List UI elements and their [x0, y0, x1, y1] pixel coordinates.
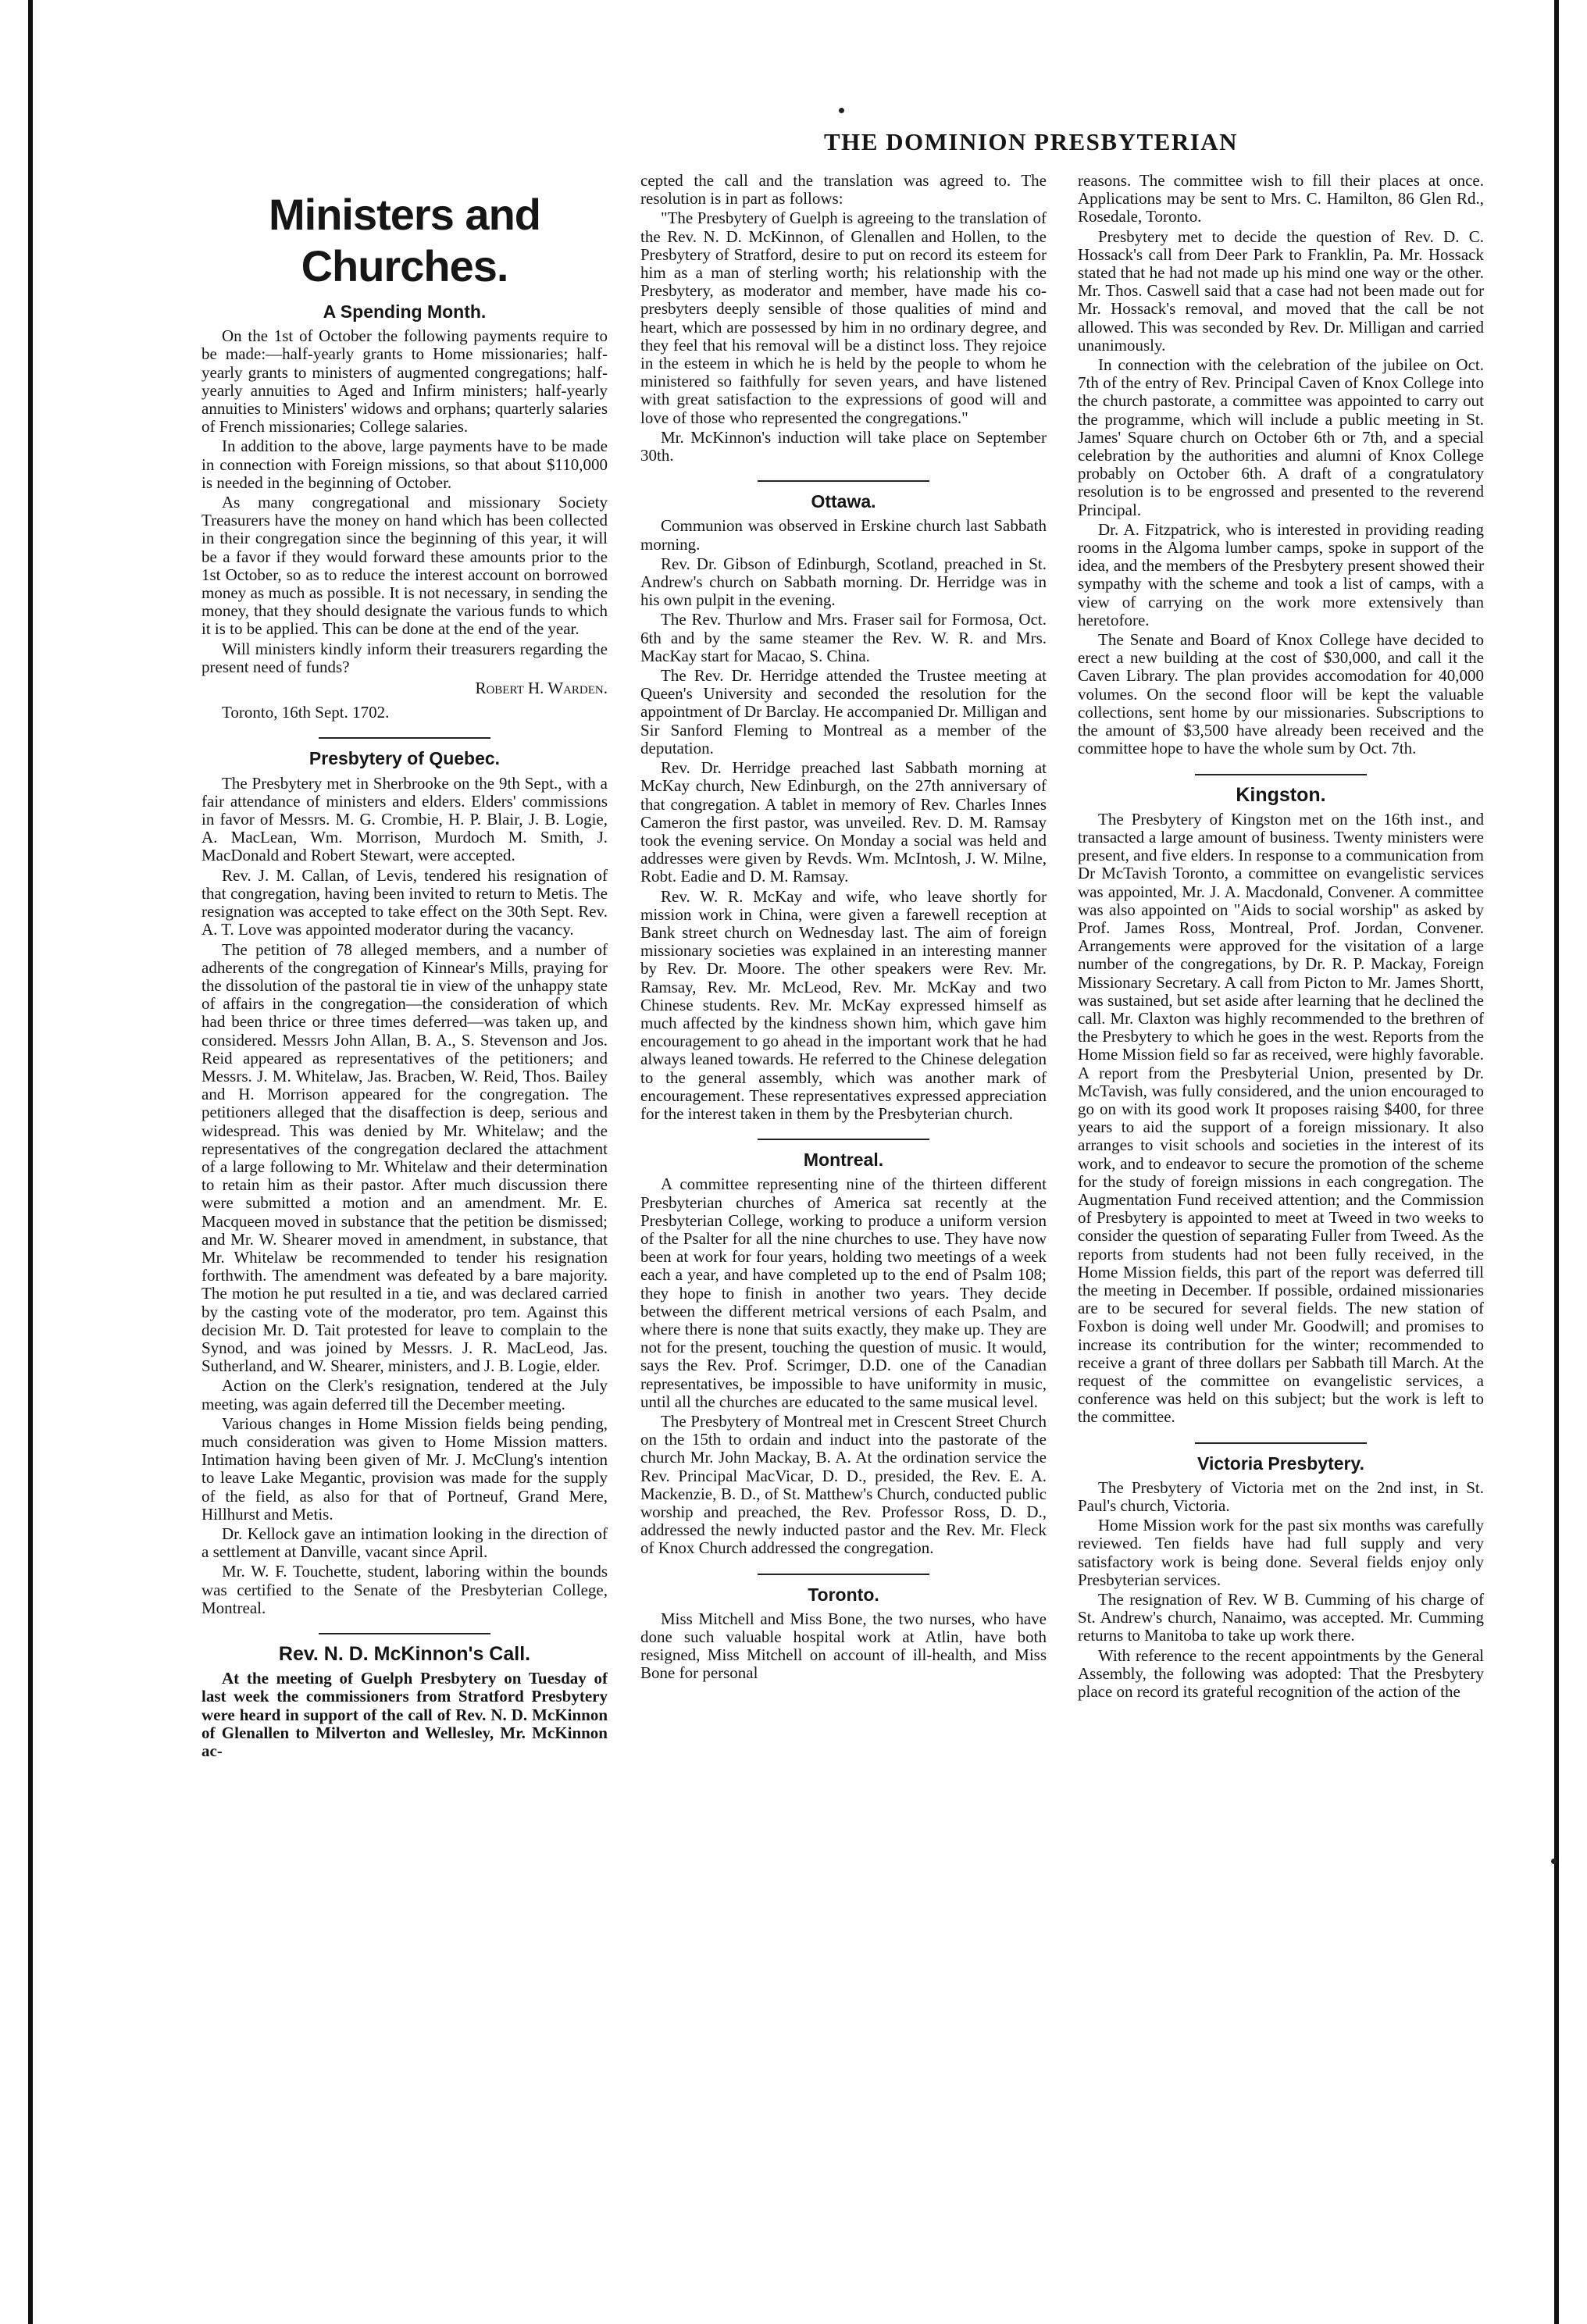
article-heading: Victoria Presbytery. — [1197, 1452, 1364, 1474]
paragraph: "The Presbytery of Guelph is agreeing to the translation of the Rev. N. D. McKinnon, of Glenallen and Hollen, to the Presbytery of Stratford, desire to put on record its esteem for him as a man of sterling worth; his relationship with the Presbytery, as moderator and member, have made his co-presbyters deeply sensible of those qualities of mind and heart, which are possessed by him in no ordinary degree, and they feel that his removal will be a distinct loss. They rejoice in the esteem in which he is held by the people to whom he ministered so faithfully for seven years, and have listened with great satisfaction to the expressions of good will and love of those who represented the congregations." — [640, 209, 1047, 427]
paragraph: Rev. J. M. Callan, of Levis, tendered his resignation of that congregation, having been invited to return to Metis. The resignation was accepted to take effect on the 30th Sept. Rev. A. T. Love was appointed moderator during the vacancy. — [201, 865, 608, 939]
article-heading: A Spending Month. — [323, 301, 487, 322]
paragraph: The Presbytery met in Sherbrooke on the 9th Sept., with a fair attendance of ministers and elders. Elders' commissions in favor of Messrs. M. G. Crombie, H. P. Blair, J. B. Logie, A. MacLean, Wm. Morrison, Murdoch M. Smith, J. MacDonald and Robert Stewart, were accepted. — [201, 773, 608, 865]
paragraph: On the 1st of October the following payments require to be made:—half-yearly grants to Home missionaries; half-yearly grants to ministers of augmented congregations; half-yearly annuities to Aged and Infirm ministers; half-yearly annuities to Ministers' widows and orphans; quarterly salaries of French missionaries; College salaries. — [201, 326, 608, 437]
paragraph: Dr. Kellock gave an intimation looking in the direction of a settlement at Danville, vacant since April. — [201, 1524, 608, 1562]
paragraph: The Rev. Dr. Herridge attended the Trustee meeting at Queen's University and seconded the resolution for the appointment of Dr Barclay. He accompanied Dr. Milligan and Sir Sanford Fleming to Montreal as a member of the deputation. — [640, 666, 1047, 757]
paragraph: Miss Mitchell and Miss Bone, the two nurses, who have done such valuable hospital work at Atlin, have both resigned, Miss Mitchell on account of ill-health, and Miss Bone for personal — [640, 1609, 1047, 1683]
paragraph: In addition to the above, large payments have to be made in connection with Foreign missions, so that about $110,000 is needed in the beginning of October. — [201, 437, 608, 492]
paragraph: Home Mission work for the past six months was carefully reviewed. Ten fields have had full supply and very satisfactory work is being done. Several fields enjoy only Presbyterian services. — [1078, 1516, 1484, 1589]
paragraph: Mr. McKinnon's induction will take place on September 30th. — [640, 427, 1047, 465]
paragraph: Rev. Dr. Gibson of Edinburgh, Scotland, preached in St. Andrew's church on Sabbath morning. Dr. Herridge was in his own pulpit in the evening. — [640, 554, 1047, 610]
column-1 — [201, 172, 608, 2312]
paragraph: Presbytery met to decide the question of Rev. D. C. Hossack's call from Deer Park to Franklin, Pa. Mr. Hossack stated that he had not made up his mind one way or the other. Mr. Thos. Caswell said that a case had not been made out for Mr. Hossack's removal, and moved that the call be not allowed. This was seconded by Rev. Dr. Milligan and carried unanimously. — [1078, 226, 1484, 355]
paragraph: With reference to the recent appointments by the General Assembly, the following was adopted: That the Presbytery place on record its grateful recognition of the action of the — [1078, 1645, 1484, 1702]
paragraph: Will ministers kindly inform their treasurers regarding the present need of funds? — [201, 639, 608, 676]
paragraph: The Rev. Thurlow and Mrs. Fraser sail for Formosa, Oct. 6th and by the same steamer the Rev. W. R. and Mrs. MacKay start for Macao, S. China. — [640, 610, 1047, 665]
paragraph: A committee representing nine of the thirteen different Presbyterian churches of America sat recently at the Presbyterian College, working to produce a uniform version of the Psalter for all the nine churches to use. They have now been at work for four years, holding two meetings of a week each a year, and have completed up to the end of Psalm 108; they hope to finish in another two years. They decide between the different metrical versions of each Psalm, and where there is none that suits exactly, they make up. They are not for the present, touching the question of music. It would, says the Rev. Prof. Scrimger, D.D. one of the Canadian representatives, be impossible to have uniformity in music, until all the churches are educated to the same musical level. — [640, 1174, 1047, 1411]
section-rule — [758, 1139, 929, 1140]
paragraph: Action on the Clerk's resignation, tendered at the July meeting, was again deferred till the December meeting. — [201, 1376, 608, 1413]
paragraph: cepted the call and the translation was agreed to. The resolution is in part as follows: — [640, 172, 1047, 209]
paragraph: Dr. A. Fitzpatrick, who is interested in providing reading rooms in the Algoma lumber camps, spoke in support of the idea, and the members of the Presbytery present showed their sympathy with the scheme and took a list of camps, with a view of carrying on the work more extensively than heretofore. — [1078, 519, 1484, 629]
column-2 — [640, 172, 1047, 2312]
section-rule — [758, 480, 929, 482]
paragraph: The Senate and Board of Knox College have decided to erect a new building at the cost of $30,000, and call it the Caven Library. The plan provides accomodation for 40,000 volumes. On the second floor will be kept the valuable collections, sent home by our missionaries. Subscriptions to the amount of $3,500 have already been received and the committee hope to have the whole sum by Oct. 7th. — [1078, 630, 1484, 758]
section-title: Ministers and Churches. — [269, 190, 540, 290]
page-edge-right — [1554, 0, 1559, 2324]
paragraph: Mr. W. F. Touchette, student, laboring within the bounds was certified to the Senate of the Presbyterian College, Montreal. — [201, 1562, 608, 1617]
signature: Robert H. Warden. — [475, 679, 608, 698]
column-3 — [1078, 172, 1484, 2312]
paragraph: In connection with the celebration of the jubilee on Oct. 7th of the entry of Rev. Principal Caven of Knox College into the church pastorate, a committee was appointed to carry out the programme, which will include a public meeting in St. James' Square church on October 6th or 7th, and a special celebration by the authorities and alumni of Knox College probably on October 6th. A draft of a congratulatory resolution is to be engrossed and presented to the reverend Principal. — [1078, 355, 1484, 519]
article-heading: Toronto. — [808, 1584, 879, 1605]
section-rule — [1195, 1442, 1367, 1444]
speck-mark — [1551, 1859, 1557, 1864]
article-heading: Ottawa. — [811, 491, 876, 512]
paragraph: At the meeting of Guelph Presbytery on Tuesday of last week the commissioners from Stratford Presbytery were heard in support of the call of Rev. N. D. McKinnon of Glenallen to Milverton and Wellesley, Mr. McKinnon ac- — [201, 1669, 608, 1761]
paragraph: The Presbytery of Victoria met on the 2nd inst, in St. Paul's church, Victoria. — [1078, 1477, 1484, 1516]
article-heading: Montreal. — [803, 1150, 884, 1171]
paragraph: The resignation of Rev. W B. Cumming of his charge of St. Andrew's church, Nanaimo, was accepted. Mr. Cumming returns to Manitoba to take up work there. — [1078, 1590, 1484, 1645]
article-heading: Rev. N. D. McKinnon's Call. — [278, 1643, 531, 1666]
speck-mark — [839, 108, 844, 113]
page-edge-left — [28, 0, 33, 2324]
paragraph: Communion was observed in Erskine church last Sabbath morning. — [640, 516, 1047, 554]
paragraph: The Presbytery of Kingston met on the 16th inst., and transacted a large amount of business. Twenty ministers were present, and five elders. In response to a communication from Dr McTavish Toronto, a committee on evangelistic services was appointed, Mr. J. A. Macdonald, Convener. A committee was also appointed on "Aids to social worship" as asked by Prof. James Ross, Montreal, Prof. Jordan, Convener. Arrangements were approved for the visitation of a large number of the congregations, by Dr. R. P. Mackay, Foreign Missionary Secretary. A call from Picton to Mr. James Shortt, was sustained, but set aside after learning that he declined the call. Mr. Claxton was highly recommended to the brethren of the Presbytery to which he goes in the west. Reports from the Home Mission field so far as received, were highly favorable. A report from the Presbyterial Union, presented by Dr. McTavish, was fully considered, and the union encouraged to go on with its good work It proposes raising $400, for three years to aid the support of a foreign missionary. It also arranges to visit schools and societies in the interest of its work, and to endeavor to secure the promotion of the scheme for the study of foreign missions in each congregation. The Augmentation Fund received attention; and the Commission of Presbytery is appointed to meet at Tweed in two weeks to consider the question of separating Fuller from Tweed. As the reports from students had not been fully received, in the Home Mission fields, this part of the report was deferred till the meeting in December. If possible, ordained missionaries are to be secured for several fields. The new station of Foxbon is doing well under Mr. Goodwill; and promises to increase its contribution for the winter; recommended to receive a grant of three dollars per Sabbath till March. At the request of the committee on evangelistic services, a conference was held on this subject; but the work is left to the committee. — [1078, 809, 1484, 1427]
paragraph: Rev. Dr. Herridge preached last Sabbath morning at McKay church, New Edinburgh, on the 27th anniversary of that congregation. A tablet in memory of Rev. Charles Innes Cameron the first pastor, was unveiled. Rev. D. M. Ramsay took the evening service. On Monday a social was held and addresses were given by Revds. Wm. McIntosh, J. W. Milne, Robt. Eadie and D. M. Ramsay. — [640, 758, 1047, 886]
article-heading: Presbytery of Quebec. — [308, 748, 501, 769]
paragraph: reasons. The committee wish to fill their places at once. Applications may be sent to Mrs. C. Hamilton, 86 Glen Rd., Rosedale, Toronto. — [1078, 172, 1484, 226]
section-rule — [1195, 774, 1367, 775]
paragraph: As many congregational and missionary Society Treasurers have the money on hand which has been collected in their congregation since the beginning of this year, it will be a favor if they would forward these amounts prior to the 1st October, so as to reduce the interest account on borrowed money as much as possible. It is not necessary, in sending the money, that they should designate the various funds to which it is to be applied. This can be done at the end of the year. — [201, 493, 608, 639]
paragraph: Various changes in Home Mission fields being pending, much consideration was given to Home Mission matters. Intimation having been given of Mr. J. McClung's intention to leave Lake Megantic, provision was made for the supply of the field, as also for that of Portneuf, Grand Mere, Hillhurst and Metis. — [201, 1413, 608, 1524]
running-header: THE DOMINION PRESBYTERIAN — [823, 128, 1239, 155]
paragraph: The Presbytery of Montreal met in Crescent Street Church on the 15th to ordain and induct into the pastorate of the church Mr. John Mackay, B. A. At the ordination service the Rev. Principal MacVicar, D. D., presided, the Rev. E. A. Mackenzie, B. D., of St. Matthew's Church, conducted public worship and preached, the Rev. Professor Ross, D. D., addressed the newly inducted pastor and the Rev. Mr. Fleck of Knox Church addressed the congregation. — [640, 1412, 1047, 1558]
section-rule — [319, 737, 490, 739]
article-heading: Kingston. — [1236, 783, 1326, 806]
section-rule — [758, 1574, 929, 1575]
section-rule — [319, 1633, 490, 1634]
paragraph: Rev. W. R. McKay and wife, who leave shortly for mission work in China, were given a farewell reception at Bank street church on Wednesday last. The aim of foreign missionary societies was explained in an interesting manner by Rev. Dr. Moore. The other speakers were Rev. Mr. Ramsay, Rev. Mr. McLeod, Rev. Mr. McKay and two Chinese students. Rev. Mr. McKay expressed himself as much affected by the kindness shown him, which gave him encouragement to go ahead in the important work that he had always leaned towards. He referred to the Chinese delegation to the general assembly, which was another mark of encouragement. These representatives expressed appreciation for the interest taken in them by the Presbyterian church. — [640, 886, 1047, 1123]
dateline: Toronto, 16th Sept. 1702. — [222, 703, 390, 722]
paragraph: The petition of 78 alleged members, and a number of adherents of the congregation of Kinnear's Mills, praying for the dissolution of the pastoral tie in view of the unhappy state of affairs in the congregation—the consideration of which had been thrice or three times deferred—was taken up, and considered. Messrs John Allan, B. A., S. Stevenson and Jos. Reid appeared as representatives of the petitioners; and Messrs. J. M. Whitelaw, Jas. Bracben, W. Reid, Thos. Bailey and H. Morrison appeared for the congregation. The petitioners alleged that the disaffection is deep, serious and widespread. This was denied by Mr. Whitelaw; and the representatives of the congregation declared the attachment of a large following to Mr. Whitelaw and their determination to retain him as their pastor. After much discussion there were submitted a motion and an amendment. Mr. E. Macqueen moved in substance that the petition be dismissed; and Mr. W. Shearer moved in amendment, in substance, that Mr. Whitelaw be recommended to tender his resignation forthwith. The amendment was defeated by a bare majority. The motion he put resulted in a tie, and was declared carried by the casting vote of the moderator, pro tem. Against this decision Mr. D. Tait protested for leave to complain to the Synod, and was joined by Messrs. J. R. MacLeod, Jas. Sutherland, and W. Shearer, ministers, and J. B. Logie, elder. — [201, 939, 608, 1376]
